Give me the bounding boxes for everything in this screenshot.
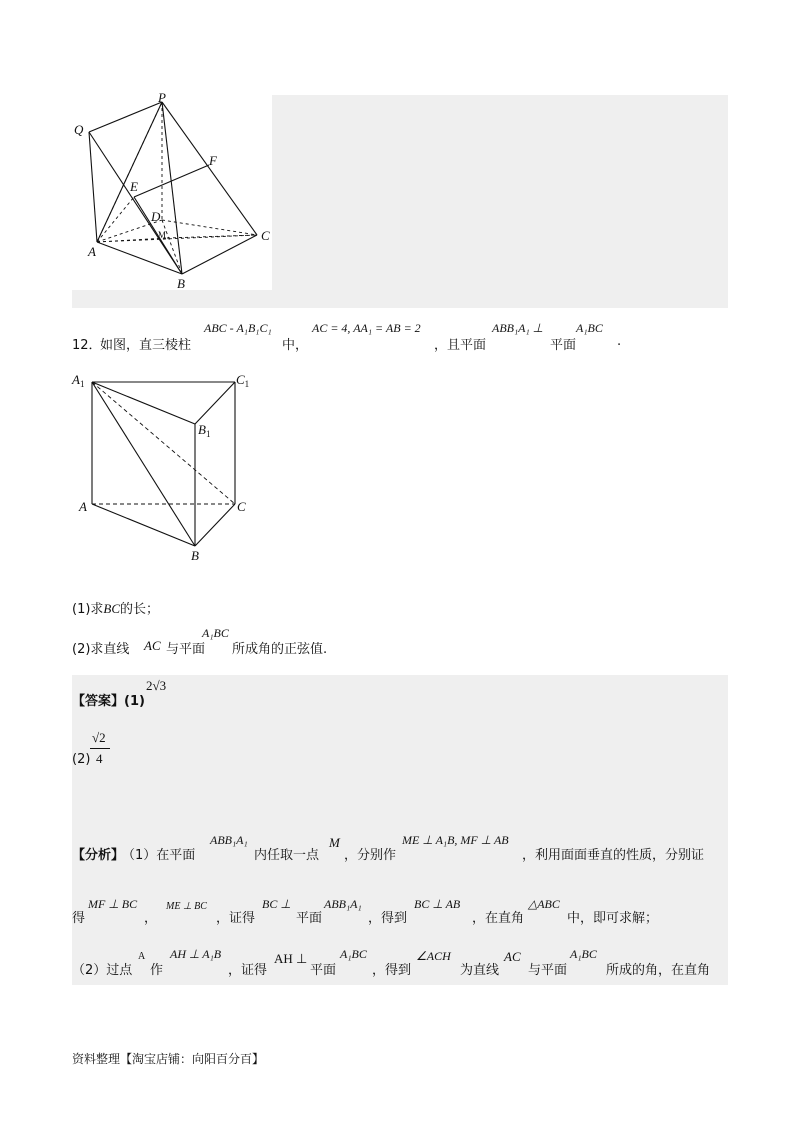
q2-plane: A₁BC [202,626,229,640]
fig1-label-A: A [88,244,96,259]
fig2-label-A1: $A_1$ [72,372,85,389]
analysis-l2-c: 平面 [296,911,323,926]
plane-word: 平面 [550,338,577,353]
analysis-l1-d: ，利用面面垂直的性质，分别证 [522,848,705,863]
analysis-l3-plane: A₁BC [340,947,367,961]
analysis-l3-A: A [138,951,146,962]
analysis-l3-m1: AH ⊥ A₁B [170,947,222,961]
problem-end: . [617,334,622,349]
analysis-l2-m3: BC ⊥ [262,897,291,911]
analysis-l3-e: ，得到 [372,963,412,978]
fig2-label-A: A [79,499,87,514]
analysis-l3-f: 为直线 [460,963,500,978]
analysis-l3-b: 作 [150,963,164,978]
analysis-l1-b: 内任取一点 [254,848,320,863]
question-1 [72,598,159,617]
fig1-label-M: M [158,230,167,240]
answer-2-prefix: (2) [72,752,91,767]
analysis-line-2 [72,897,732,929]
analysis-label: 【分析】 [72,848,125,863]
q2-suffix: 所成角的正弦值. [232,642,328,657]
q2-prefix: (2)求直线 [72,642,130,657]
analysis-l3-m2: AH ⊥ [274,951,308,966]
answer-1-value: 2√3 [146,678,167,693]
fig1-label-B: B [177,276,185,291]
figure-1-solid [72,90,282,295]
analysis-l2-m1: MF ⊥ BC [88,897,138,911]
answer-line-1 [72,678,272,714]
q2-var: AC [144,638,161,653]
lengths-expr: AC = 4, AA₁ = AB = 2 [312,321,421,335]
fig2-label-B: B [191,548,199,563]
fig1-label-F: F [209,153,217,168]
figure-2-prism [70,366,270,566]
fig1-label-D: D [151,209,161,224]
answer-2-numerator: √2 [92,730,106,745]
analysis-l1-a: （1）在平面 [122,848,196,863]
problem-12-line [72,321,732,354]
fig2-label-C1: $C_1$ [236,372,250,389]
problem-number: 12． [72,338,102,353]
analysis-l2-a: 得 [72,911,86,926]
analysis-l2-b: ，证得 [216,911,256,926]
q1-prefix: (1)求 [72,602,104,617]
plane1-expr: ABB₁A₁ ⊥ [492,321,544,335]
analysis-l2-f: 中，即可求解； [567,911,659,926]
analysis-l2-tri: △ABC [528,897,560,911]
analysis-l1-plane: ABB₁A₁ [210,833,248,847]
analysis-l1-c: ，分别作 [344,848,397,863]
analysis-line-3 [72,947,732,981]
question-2 [72,626,472,662]
fig1-label-E: E [130,179,138,194]
answer-label: 【答案】(1) [72,694,145,709]
analysis-l2-sep: ， [144,911,158,926]
fig2-label-C: C [237,499,246,514]
analysis-l3-g: 与平面 [528,963,568,978]
analysis-line-1 [72,833,732,868]
analysis-l1-M: M [329,835,340,850]
fig2-label-B1: $B_1$ [198,422,211,439]
fig1-label-C: C [261,228,270,243]
analysis-l2-d: ，得到 [368,911,408,926]
answer-line-2 [72,728,172,772]
q2-mid: 与平面 [166,642,206,657]
analysis-l2-e: ，在直角 [472,911,525,926]
fraction-bar [90,748,110,749]
answer-2-denominator: 4 [96,751,103,766]
plane2-expr: A₁BC [576,321,603,335]
answer-panel [72,675,728,985]
analysis-l2-m4: BC ⊥ AB [414,897,461,911]
analysis-l3-a: （2）过点 [72,963,133,978]
problem-intro: 如图，直三棱柱 [100,338,192,353]
analysis-l2-plane: ABB₁A₁ [324,897,362,911]
problem-middle: 中， [282,338,309,353]
prism-expr: ABC - A₁B₁C₁ [204,321,272,335]
fig1-label-P: P [158,90,166,105]
q1-var: BC [103,601,121,616]
analysis-l2-m2: ME ⊥ BC [166,901,207,912]
analysis-l3-angle: ∠ACH [416,949,451,963]
problem-and-plane: ，且平面 [434,338,487,353]
fig1-label-Q: Q [74,122,84,137]
footer-text: 资料整理【淘宝店铺：向阳百分百】 [72,1052,265,1066]
analysis-l3-c: ，证得 [228,963,268,978]
analysis-l3-d: 平面 [310,963,337,978]
q1-suffix: 的长； [120,602,160,617]
analysis-l3-h: 所成的角，在直角 [606,963,711,978]
analysis-l1-perp: ME ⊥ A₁B, MF ⊥ AB [402,833,509,847]
analysis-l3-AC: AC [504,949,521,964]
analysis-l3-plane2: A₁BC [570,947,597,961]
